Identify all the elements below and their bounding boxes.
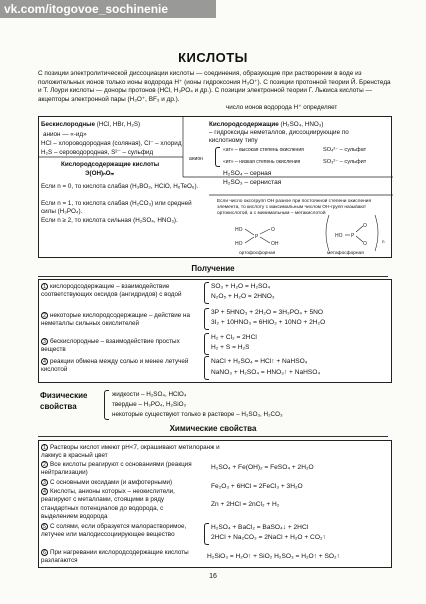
chem-eq-2: Fe₂O₃ + 6HCl = 2FeCl₃ + 3H₂O [211, 483, 303, 490]
physical-title-2: свойства [40, 402, 77, 411]
chem-item-3: 3 С основными оксидами (и амфотерными) [41, 479, 201, 487]
hcl-line: HCl – хлороводородная (соляная), Cl⁻ – хлорид [41, 140, 182, 147]
ortho-meta-note: Если число оксогрупп OH разное при постоянной степени окисления элемента, то кислоту с максимальным числом OH-групп называют ортокислотой, а с минимальным – метакислотой [217, 199, 372, 216]
anion-suffix: анион — «-ид» [43, 131, 87, 138]
chem-item-5: 5 С солями, если образуется малорастворимое, летучее или малодиссоциирующее вещество [41, 523, 187, 539]
physical-solution: некоторые существуют только в растворе – H₂SO₃, H₂CO₃ [112, 411, 283, 418]
prep-brace-3 [204, 333, 209, 355]
prep-item-2: 2 некоторые кислородсодержащие – действие на неметаллы сильных окислителей [41, 312, 190, 328]
page-number: 16 [209, 573, 217, 580]
prep-item-1: 1 кислородсодержащие – взаимодействие соответствующих оксидов (ангидридов) с водой [41, 283, 182, 299]
prep-eq-7: NaCl + H₂SO₄ = HCl↑ + NaHSO₄ [211, 358, 308, 365]
chem-item-1: 1 Растворы кислот имеют pH<7, окрашивают метилоранж и лакмус в красный цвет [41, 444, 220, 460]
rule-n1: Если n = 1, то кислота слабая (H₂CO₃) или средней силы (H₃PO₄). [41, 200, 192, 216]
svg-text:OH: OH [271, 241, 279, 247]
prep-brace-2 [204, 308, 209, 330]
oxy-description: – гидроксиды неметаллов, диссоциирующие по кислотному типу [209, 129, 349, 145]
meta-label: метафосфорная [327, 251, 364, 256]
chem-item-6: 6 При нагревании кислородсодержащие кислоты разлагаются [41, 549, 189, 565]
svg-text:P: P [255, 234, 259, 240]
oxygenless-heading: Бескислородные (HCl, HBr, H₂S) [41, 121, 141, 128]
chem-item-2: 2 Все кислоты реагируют с основаниями (реакция нейтрализации) [41, 461, 192, 477]
sulfurous-acid: H₂SO₃ – сернистая [223, 179, 282, 186]
prep-item-4: 4 реакции обмена между солью и менее летучей кислотой [41, 358, 189, 374]
page-title: КИСЛОТЫ [178, 50, 248, 65]
chemical-header: Химические свойства [169, 424, 257, 433]
physical-brace [104, 390, 109, 420]
svg-text:O: O [271, 227, 275, 233]
preparation-header: Получение [191, 264, 235, 273]
prep-eq-2: N₂O₅ + H₂O = 2HNO₃ [211, 293, 275, 300]
svg-text:HO: HO [335, 233, 343, 239]
chem-eq-4: H₂SO₄ + BaCl₂ = BaSO₄↓ + 2HCl [211, 524, 309, 531]
ortho-label: ортофосфорная [239, 251, 276, 256]
sulfite-label: SO₃²⁻ – сульфит [323, 159, 367, 165]
oxy-heading: Кислородсодержащие (H₂SO₄, HNO₃) [209, 121, 324, 128]
svg-text:O: O [363, 241, 367, 247]
rule-n2: Если n ≥ 2, то кислота сильная (H₂SO₄, HNO₃). [41, 217, 178, 224]
prep-eq-8: NaNO₃ + H₂SO₄ = HNO₃↑ + NaHSO₄ [211, 369, 321, 376]
prep-eq-3: 3P + 5HNO₃ + 2H₂O = 3H₃PO₄ + 5NO [211, 309, 324, 316]
oxo-formula: Э(OH)ₙOₘ [85, 170, 115, 177]
chemical-rule [38, 436, 388, 437]
svg-text:O: O [363, 223, 367, 229]
prep-item-3: 3 бескислородные – взаимодействие простых веществ [41, 338, 180, 354]
low-ox-label: «ит» – низкая степень окисления [223, 159, 301, 165]
proton-note: число ионов водорода H⁺ определяет [226, 104, 338, 111]
preparation-box [38, 279, 392, 383]
physical-title-1: Физические [40, 391, 88, 400]
metaphosphoric-structure [326, 215, 385, 251]
oxo-heading: Кислородсодержащие кислоты [61, 161, 160, 168]
watermark: vk.com/itogovoe_sochinenie [0, 0, 216, 18]
prep-brace-1 [204, 282, 209, 304]
chem-brace-5 [204, 523, 209, 545]
physical-liquid: жидкости – H₂SO₄, HClO₄ [112, 391, 187, 398]
prep-eq-5: H₂ + Cl₂ = 2HCl [211, 334, 257, 341]
structure-drawings [39, 117, 393, 259]
anion-label: анион [189, 156, 203, 162]
h2s-line: H₂S – сероводородная, S²⁻ – сульфид [41, 149, 154, 156]
chem-eq-3: Zn + 2HCl = 2nCl₂ + H₂ [211, 501, 280, 508]
chem-eq-6: H₂SiO₃ = H₂O↑ + SiO₂ H₂SO₃ = H₂O↑ + SO₂↑ [207, 553, 340, 560]
sulfate-label: SO₄²⁻ – сульфат [323, 147, 367, 153]
rule-n0: Если n = 0, то кислота слабая (H₃BO₃, HClO, H₆TeO₆). [41, 183, 199, 190]
svg-text:n: n [382, 239, 385, 244]
chemical-box [38, 440, 392, 568]
intro-text: С позиции электролитической диссоциации кислоты — соединения, образующие при растворении в воде из положительных ионов только ионы водорода H⁺ (ионы гидроксония H₃O⁺). С позиции протонной теории Й. Бренстеда и Т. Лоури кислоты — доноры протонов (HCl, H₃PO₄ и др.). С позиции электронной теории Г. Льюиса кислоты — акцепторы электронной пары (H₃O⁺, BF₃ и др.). [38, 70, 391, 103]
prep-eq-1: SO₃ + H₂O = H₂SO₄ [211, 283, 271, 290]
preparation-rule [38, 276, 388, 277]
svg-text:P: P [351, 233, 355, 239]
high-ox-label: «ат» – высокая степень окисления [223, 147, 304, 153]
prep-eq-4: 3I₂ + 10HNO₃ = 6HIO₃ + 10NO + 2H₂O [211, 319, 326, 326]
chem-eq-5: 2HCl + Na₂CO₃ = 2NaCl + H₂O + CO₂↑ [211, 534, 326, 541]
physical-solid: твердые – H₃PO₄, H₂SiO₃ [112, 401, 187, 408]
chem-item-4: 4 Кислоты, анионы которых – неокислители, реагируют с металлами, стоящими в ряду стандартных потенциалов до водорода, с выделением водорода [41, 488, 175, 520]
svg-text:HO: HO [235, 227, 243, 233]
sulfuric-acid: H₂SO₄ – серная [223, 170, 272, 177]
orthophosphoric-structure [235, 227, 279, 247]
chem-eq-1: H₂SO₄ + Fe(OH)₂ = FeSO₄ + 2H₂O [211, 464, 314, 471]
prep-brace-4 [204, 356, 209, 380]
svg-text:HO: HO [235, 241, 243, 247]
prep-eq-6: H₂ + S = H₂S [211, 344, 250, 351]
classification-box [38, 116, 392, 258]
